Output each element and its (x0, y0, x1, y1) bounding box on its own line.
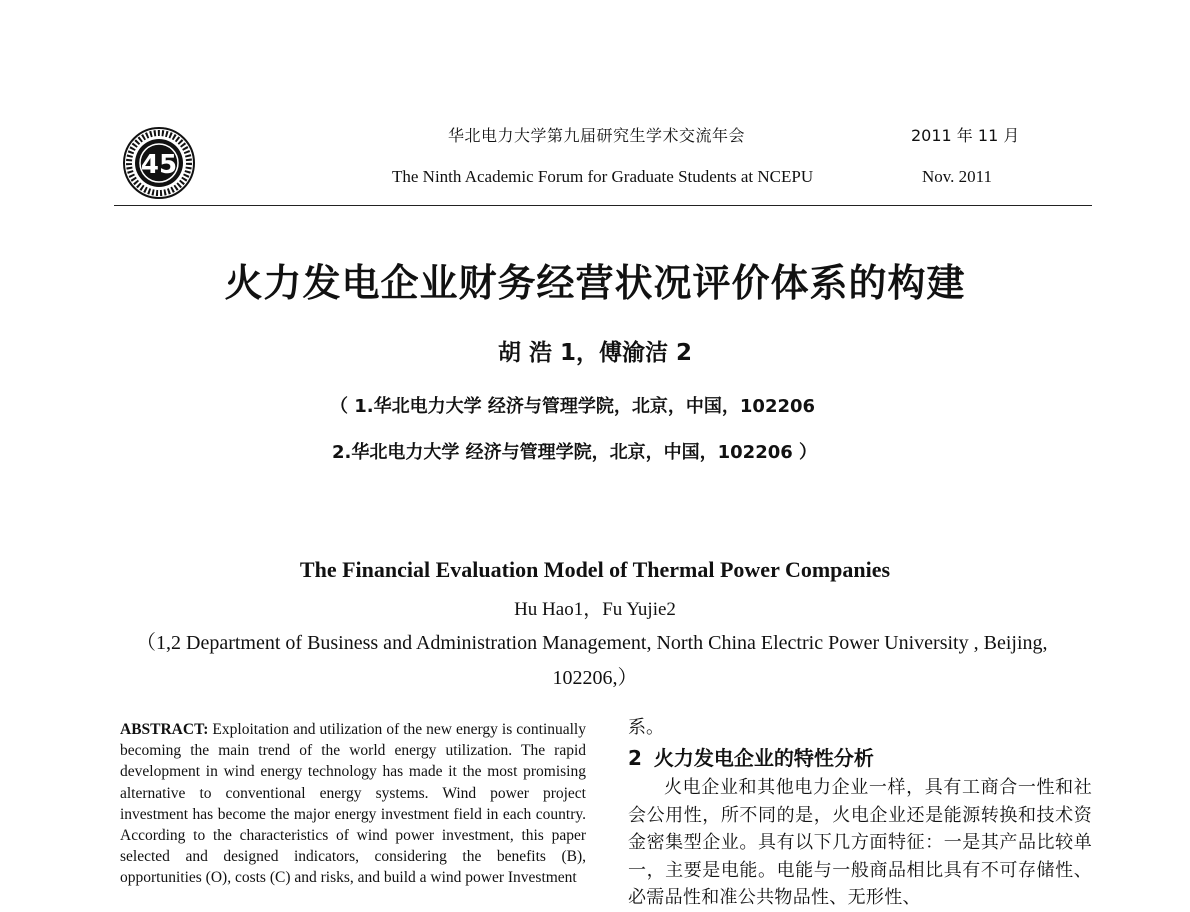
section-heading (628, 744, 1092, 772)
seal-number: 45 (140, 150, 178, 180)
date-en: Nov. 2011 (922, 167, 993, 186)
university-seal-logo (122, 126, 196, 200)
abstract-block (120, 719, 586, 889)
section-2-column (628, 716, 1092, 912)
section-paragraph: 火电企业和其他电力企业一样，具有工商合一性和社会公用性，所不同的是，火电企业还是能源转换和技术资金密集型企业。具有以下几方面特征：一是其产品比较单一，主要是电能。电能与一般商品相比具有不可存储性、必需品性和准公共物品性、无形性、 (628, 777, 1092, 908)
authors-en: Hu Hao1，Fu Yujie2 (514, 599, 676, 620)
section-number: 2 (628, 746, 642, 770)
affiliation-en-2: 102206,） (552, 667, 638, 689)
abstract-text: Exploitation and utilization of the new energy is continually becoming the main trend of the world energy utilization. The rapid development in wind energy technology has made it the most promising alternative to conventional energy systems. Wind power project investment has become the major energy investment field in each country. According to the characteristics of wind power investment, this paper selected and designed indicators, considering the benefits (B), opportunities (O), costs (C) and risks, and build a wind power Investment (120, 721, 586, 887)
abstract-label: ABSTRACT: (120, 721, 209, 738)
paper-title-cn: 火力发电企业财务经营状况评价体系的构建 (224, 261, 966, 305)
affiliation-en-1: （1,2 Department of Business and Administration Management, North China Electric Power University , Beijing, (136, 632, 1048, 654)
date-cn: 2011 年 11 月 (911, 126, 1020, 145)
affiliation-cn-2: 2.华北电力大学 经济与管理学院，北京，中国，102206 ） (332, 442, 818, 463)
header-rule (114, 205, 1092, 206)
previous-section-tail: 系。 (628, 717, 664, 738)
forum-title-cn: 华北电力大学第九届研究生学术交流年会 (448, 126, 746, 145)
forum-title-en: The Ninth Academic Forum for Graduate Students at NCEPU (392, 167, 814, 186)
authors-cn: 胡 浩 1，傅渝洁 2 (497, 340, 693, 366)
affiliation-cn-1: （ 1.华北电力大学 经济与管理学院，北京，中国，102206 (330, 396, 816, 417)
section-title: 火力发电企业的特性分析 (653, 746, 874, 770)
paper-title-en: The Financial Evaluation Model of Thermal Power Companies (299, 557, 891, 582)
